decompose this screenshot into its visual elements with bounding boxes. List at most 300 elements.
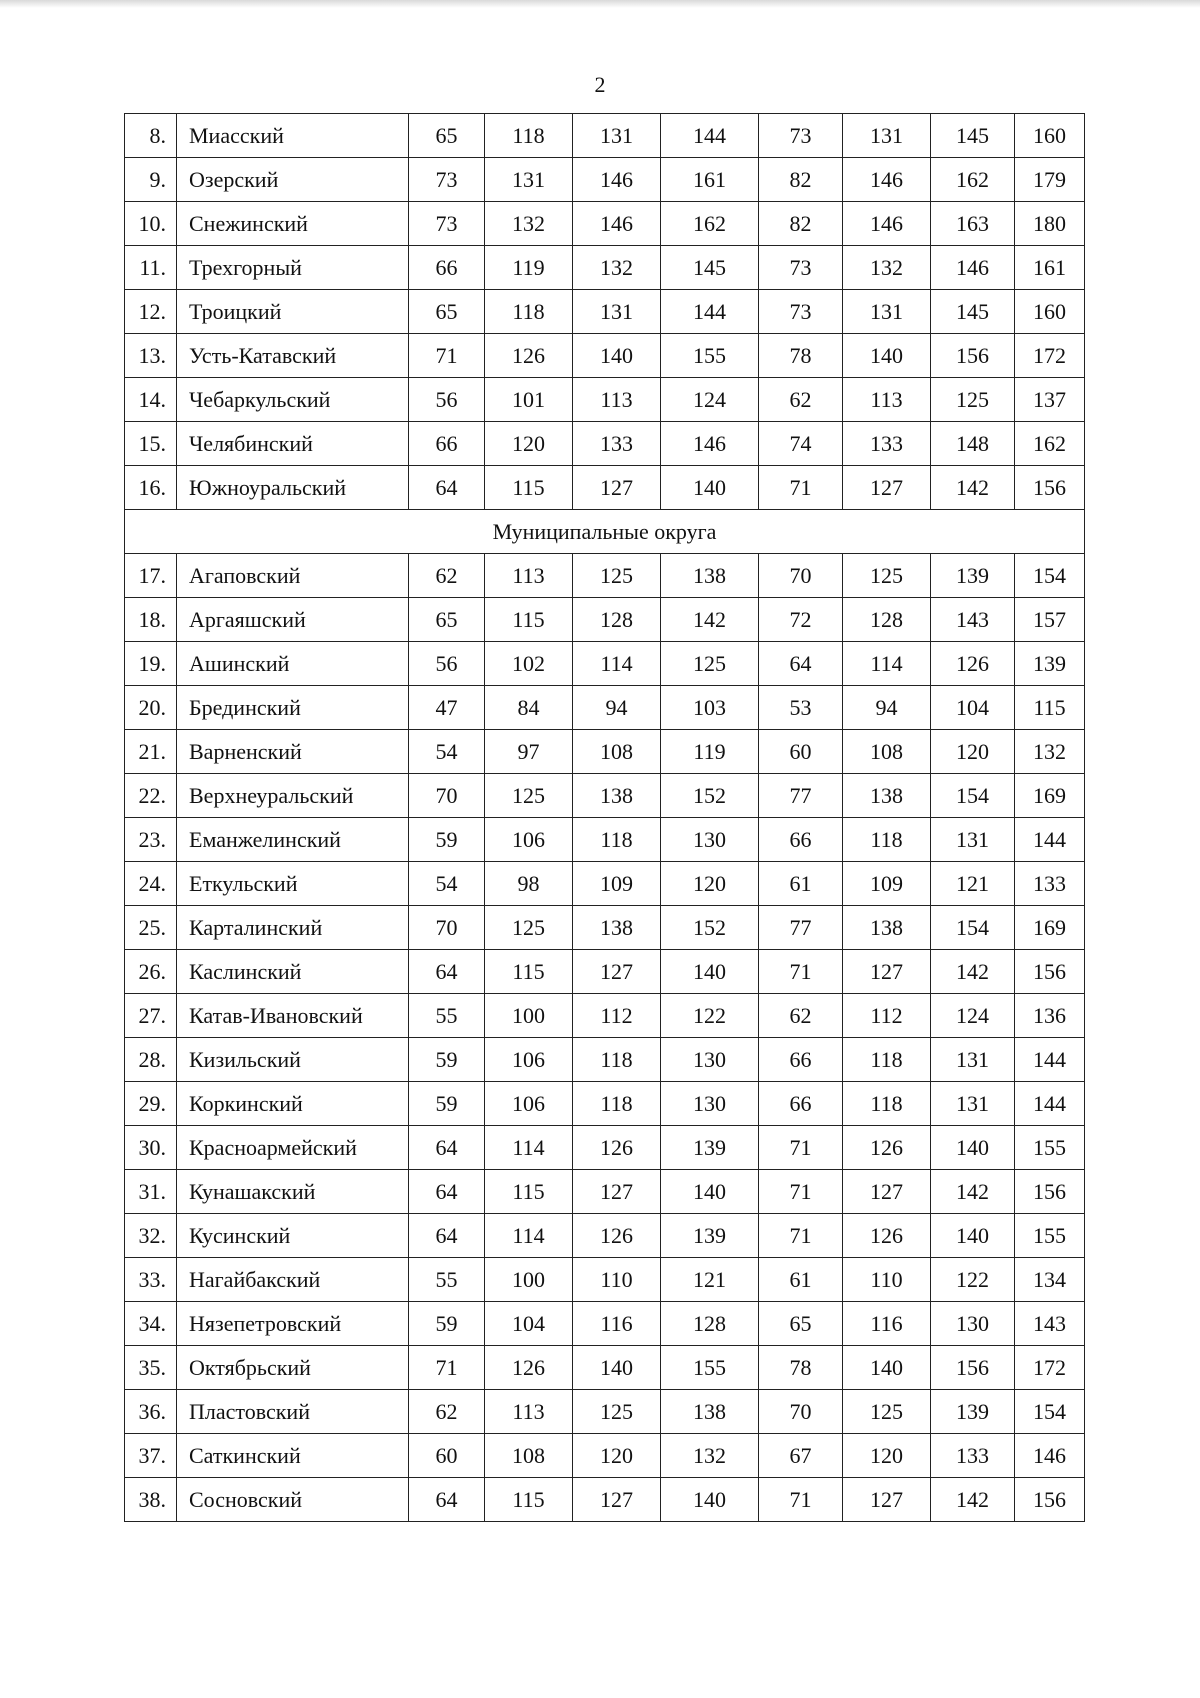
value-cell: 172 xyxy=(1015,1346,1085,1390)
value-cell: 126 xyxy=(573,1126,661,1170)
value-cell: 127 xyxy=(573,1478,661,1522)
row-number: 27. xyxy=(125,994,177,1038)
value-cell: 94 xyxy=(843,686,931,730)
value-cell: 100 xyxy=(485,994,573,1038)
value-cell: 142 xyxy=(661,598,759,642)
value-cell: 121 xyxy=(931,862,1015,906)
value-cell: 126 xyxy=(485,334,573,378)
value-cell: 108 xyxy=(485,1434,573,1478)
row-number: 36. xyxy=(125,1390,177,1434)
value-cell: 115 xyxy=(485,466,573,510)
table-row xyxy=(125,1478,1085,1522)
value-cell: 138 xyxy=(573,906,661,950)
district-name: Карталинский xyxy=(177,906,409,950)
table-row xyxy=(125,950,1085,994)
row-number: 8. xyxy=(125,114,177,158)
value-cell: 110 xyxy=(843,1258,931,1302)
table-row xyxy=(125,1170,1085,1214)
value-cell: 97 xyxy=(485,730,573,774)
value-cell: 125 xyxy=(485,906,573,950)
district-name: Коркинский xyxy=(177,1082,409,1126)
value-cell: 136 xyxy=(1015,994,1085,1038)
value-cell: 62 xyxy=(759,378,843,422)
value-cell: 66 xyxy=(759,1038,843,1082)
value-cell: 155 xyxy=(1015,1214,1085,1258)
value-cell: 162 xyxy=(661,202,759,246)
value-cell: 131 xyxy=(843,114,931,158)
value-cell: 133 xyxy=(843,422,931,466)
district-name: Миасский xyxy=(177,114,409,158)
value-cell: 71 xyxy=(409,334,485,378)
row-number: 11. xyxy=(125,246,177,290)
value-cell: 127 xyxy=(843,1170,931,1214)
district-name: Саткинский xyxy=(177,1434,409,1478)
value-cell: 54 xyxy=(409,730,485,774)
value-cell: 146 xyxy=(931,246,1015,290)
row-number: 21. xyxy=(125,730,177,774)
table-body-bottom xyxy=(125,554,1085,1522)
table-row xyxy=(125,1434,1085,1478)
value-cell: 120 xyxy=(485,422,573,466)
value-cell: 125 xyxy=(573,554,661,598)
value-cell: 115 xyxy=(485,1170,573,1214)
value-cell: 112 xyxy=(573,994,661,1038)
row-number: 25. xyxy=(125,906,177,950)
value-cell: 143 xyxy=(1015,1302,1085,1346)
value-cell: 120 xyxy=(931,730,1015,774)
district-name: Усть-Катавский xyxy=(177,334,409,378)
value-cell: 133 xyxy=(1015,862,1085,906)
value-cell: 71 xyxy=(409,1346,485,1390)
value-cell: 157 xyxy=(1015,598,1085,642)
value-cell: 54 xyxy=(409,862,485,906)
row-number: 29. xyxy=(125,1082,177,1126)
value-cell: 78 xyxy=(759,334,843,378)
value-cell: 130 xyxy=(661,1082,759,1126)
district-name: Еманжелинский xyxy=(177,818,409,862)
table-row xyxy=(125,422,1085,466)
value-cell: 132 xyxy=(485,202,573,246)
table-row xyxy=(125,1390,1085,1434)
value-cell: 155 xyxy=(661,1346,759,1390)
value-cell: 73 xyxy=(759,246,843,290)
row-number: 35. xyxy=(125,1346,177,1390)
row-number: 13. xyxy=(125,334,177,378)
value-cell: 118 xyxy=(843,1082,931,1126)
value-cell: 106 xyxy=(485,1038,573,1082)
value-cell: 140 xyxy=(661,1170,759,1214)
value-cell: 110 xyxy=(573,1258,661,1302)
district-name: Кизильский xyxy=(177,1038,409,1082)
value-cell: 55 xyxy=(409,994,485,1038)
value-cell: 113 xyxy=(485,1390,573,1434)
table-row xyxy=(125,818,1085,862)
value-cell: 145 xyxy=(661,246,759,290)
value-cell: 106 xyxy=(485,1082,573,1126)
table-row xyxy=(125,114,1085,158)
value-cell: 130 xyxy=(661,1038,759,1082)
row-number: 31. xyxy=(125,1170,177,1214)
section-title: Муниципальные округа xyxy=(125,510,1085,554)
value-cell: 77 xyxy=(759,906,843,950)
district-name: Красноармейский xyxy=(177,1126,409,1170)
value-cell: 146 xyxy=(843,158,931,202)
row-number: 32. xyxy=(125,1214,177,1258)
value-cell: 145 xyxy=(931,114,1015,158)
table-body-top xyxy=(125,114,1085,510)
value-cell: 127 xyxy=(843,950,931,994)
value-cell: 114 xyxy=(485,1214,573,1258)
table-row xyxy=(125,906,1085,950)
value-cell: 126 xyxy=(843,1214,931,1258)
value-cell: 140 xyxy=(843,334,931,378)
value-cell: 127 xyxy=(573,1170,661,1214)
value-cell: 124 xyxy=(661,378,759,422)
row-number: 28. xyxy=(125,1038,177,1082)
value-cell: 152 xyxy=(661,774,759,818)
value-cell: 140 xyxy=(573,1346,661,1390)
table-row xyxy=(125,202,1085,246)
rates-table xyxy=(124,113,1085,1522)
value-cell: 138 xyxy=(573,774,661,818)
value-cell: 156 xyxy=(1015,1170,1085,1214)
value-cell: 142 xyxy=(931,1170,1015,1214)
row-number: 38. xyxy=(125,1478,177,1522)
district-name: Аргаяшский xyxy=(177,598,409,642)
table-section xyxy=(125,510,1085,554)
value-cell: 126 xyxy=(843,1126,931,1170)
value-cell: 131 xyxy=(931,818,1015,862)
district-name: Троицкий xyxy=(177,290,409,334)
value-cell: 109 xyxy=(573,862,661,906)
district-name: Каслинский xyxy=(177,950,409,994)
value-cell: 118 xyxy=(573,1082,661,1126)
value-cell: 74 xyxy=(759,422,843,466)
value-cell: 103 xyxy=(661,686,759,730)
value-cell: 145 xyxy=(931,290,1015,334)
district-name: Верхнеуральский xyxy=(177,774,409,818)
value-cell: 55 xyxy=(409,1258,485,1302)
value-cell: 144 xyxy=(1015,818,1085,862)
value-cell: 128 xyxy=(661,1302,759,1346)
table-row xyxy=(125,1126,1085,1170)
value-cell: 60 xyxy=(409,1434,485,1478)
row-number: 17. xyxy=(125,554,177,598)
value-cell: 64 xyxy=(759,642,843,686)
table-row xyxy=(125,862,1085,906)
value-cell: 138 xyxy=(843,774,931,818)
table-row xyxy=(125,466,1085,510)
value-cell: 65 xyxy=(409,290,485,334)
value-cell: 115 xyxy=(485,950,573,994)
row-number: 10. xyxy=(125,202,177,246)
value-cell: 156 xyxy=(1015,1478,1085,1522)
value-cell: 120 xyxy=(573,1434,661,1478)
district-name: Еткульский xyxy=(177,862,409,906)
value-cell: 131 xyxy=(573,114,661,158)
value-cell: 131 xyxy=(485,158,573,202)
district-name: Нагайбакский xyxy=(177,1258,409,1302)
table-row xyxy=(125,1346,1085,1390)
value-cell: 140 xyxy=(931,1214,1015,1258)
value-cell: 62 xyxy=(759,994,843,1038)
value-cell: 128 xyxy=(573,598,661,642)
value-cell: 140 xyxy=(661,950,759,994)
value-cell: 140 xyxy=(661,466,759,510)
value-cell: 125 xyxy=(931,378,1015,422)
value-cell: 47 xyxy=(409,686,485,730)
value-cell: 64 xyxy=(409,1170,485,1214)
table-row xyxy=(125,730,1085,774)
value-cell: 65 xyxy=(409,114,485,158)
row-number: 14. xyxy=(125,378,177,422)
value-cell: 131 xyxy=(843,290,931,334)
value-cell: 162 xyxy=(931,158,1015,202)
value-cell: 115 xyxy=(485,1478,573,1522)
value-cell: 84 xyxy=(485,686,573,730)
value-cell: 71 xyxy=(759,1170,843,1214)
value-cell: 115 xyxy=(485,598,573,642)
value-cell: 64 xyxy=(409,1478,485,1522)
row-number: 23. xyxy=(125,818,177,862)
value-cell: 71 xyxy=(759,1214,843,1258)
value-cell: 61 xyxy=(759,1258,843,1302)
value-cell: 56 xyxy=(409,378,485,422)
value-cell: 163 xyxy=(931,202,1015,246)
value-cell: 148 xyxy=(931,422,1015,466)
value-cell: 104 xyxy=(485,1302,573,1346)
row-number: 15. xyxy=(125,422,177,466)
scan-edge xyxy=(0,0,1200,8)
value-cell: 152 xyxy=(661,906,759,950)
value-cell: 161 xyxy=(661,158,759,202)
value-cell: 180 xyxy=(1015,202,1085,246)
district-name: Ашинский xyxy=(177,642,409,686)
value-cell: 59 xyxy=(409,1302,485,1346)
district-name: Южноуральский xyxy=(177,466,409,510)
value-cell: 66 xyxy=(409,246,485,290)
table-row xyxy=(125,290,1085,334)
value-cell: 131 xyxy=(573,290,661,334)
value-cell: 56 xyxy=(409,642,485,686)
value-cell: 59 xyxy=(409,818,485,862)
value-cell: 70 xyxy=(759,1390,843,1434)
value-cell: 77 xyxy=(759,774,843,818)
value-cell: 144 xyxy=(661,290,759,334)
row-number: 34. xyxy=(125,1302,177,1346)
table-row xyxy=(125,334,1085,378)
value-cell: 118 xyxy=(485,290,573,334)
value-cell: 104 xyxy=(931,686,1015,730)
value-cell: 127 xyxy=(843,1478,931,1522)
value-cell: 73 xyxy=(759,290,843,334)
value-cell: 119 xyxy=(661,730,759,774)
value-cell: 78 xyxy=(759,1346,843,1390)
value-cell: 156 xyxy=(931,1346,1015,1390)
table-row xyxy=(125,246,1085,290)
value-cell: 138 xyxy=(661,1390,759,1434)
value-cell: 71 xyxy=(759,466,843,510)
value-cell: 120 xyxy=(661,862,759,906)
value-cell: 169 xyxy=(1015,774,1085,818)
value-cell: 156 xyxy=(931,334,1015,378)
value-cell: 65 xyxy=(409,598,485,642)
value-cell: 142 xyxy=(931,466,1015,510)
district-name: Нязепетровский xyxy=(177,1302,409,1346)
value-cell: 108 xyxy=(843,730,931,774)
value-cell: 146 xyxy=(573,158,661,202)
value-cell: 70 xyxy=(409,774,485,818)
value-cell: 127 xyxy=(573,950,661,994)
value-cell: 65 xyxy=(759,1302,843,1346)
value-cell: 71 xyxy=(759,950,843,994)
value-cell: 118 xyxy=(573,1038,661,1082)
value-cell: 114 xyxy=(843,642,931,686)
row-number: 16. xyxy=(125,466,177,510)
value-cell: 62 xyxy=(409,1390,485,1434)
value-cell: 126 xyxy=(573,1214,661,1258)
value-cell: 162 xyxy=(1015,422,1085,466)
value-cell: 119 xyxy=(485,246,573,290)
value-cell: 172 xyxy=(1015,334,1085,378)
value-cell: 144 xyxy=(1015,1038,1085,1082)
value-cell: 160 xyxy=(1015,290,1085,334)
district-name: Кусинский xyxy=(177,1214,409,1258)
table-row xyxy=(125,642,1085,686)
value-cell: 53 xyxy=(759,686,843,730)
value-cell: 114 xyxy=(573,642,661,686)
value-cell: 130 xyxy=(931,1302,1015,1346)
row-number: 9. xyxy=(125,158,177,202)
value-cell: 154 xyxy=(931,774,1015,818)
value-cell: 154 xyxy=(1015,554,1085,598)
value-cell: 67 xyxy=(759,1434,843,1478)
district-name: Трехгорный xyxy=(177,246,409,290)
value-cell: 59 xyxy=(409,1082,485,1126)
value-cell: 64 xyxy=(409,1214,485,1258)
value-cell: 155 xyxy=(661,334,759,378)
table-row xyxy=(125,1258,1085,1302)
value-cell: 132 xyxy=(1015,730,1085,774)
value-cell: 140 xyxy=(573,334,661,378)
value-cell: 155 xyxy=(1015,1126,1085,1170)
value-cell: 133 xyxy=(931,1434,1015,1478)
value-cell: 143 xyxy=(931,598,1015,642)
value-cell: 132 xyxy=(843,246,931,290)
value-cell: 116 xyxy=(843,1302,931,1346)
value-cell: 156 xyxy=(1015,466,1085,510)
value-cell: 140 xyxy=(931,1126,1015,1170)
value-cell: 146 xyxy=(1015,1434,1085,1478)
value-cell: 125 xyxy=(661,642,759,686)
value-cell: 114 xyxy=(485,1126,573,1170)
value-cell: 124 xyxy=(931,994,1015,1038)
district-name: Пластовский xyxy=(177,1390,409,1434)
value-cell: 101 xyxy=(485,378,573,422)
value-cell: 118 xyxy=(843,1038,931,1082)
value-cell: 125 xyxy=(573,1390,661,1434)
value-cell: 116 xyxy=(573,1302,661,1346)
value-cell: 139 xyxy=(1015,642,1085,686)
row-number: 26. xyxy=(125,950,177,994)
value-cell: 127 xyxy=(573,466,661,510)
district-name: Брединский xyxy=(177,686,409,730)
table-row xyxy=(125,554,1085,598)
value-cell: 156 xyxy=(1015,950,1085,994)
value-cell: 140 xyxy=(661,1478,759,1522)
district-name: Чебаркульский xyxy=(177,378,409,422)
district-name: Снежинский xyxy=(177,202,409,246)
value-cell: 118 xyxy=(485,114,573,158)
value-cell: 142 xyxy=(931,1478,1015,1522)
value-cell: 113 xyxy=(843,378,931,422)
value-cell: 146 xyxy=(661,422,759,466)
table-row xyxy=(125,1082,1085,1126)
table-row xyxy=(125,1038,1085,1082)
value-cell: 132 xyxy=(661,1434,759,1478)
district-name: Агаповский xyxy=(177,554,409,598)
value-cell: 66 xyxy=(759,818,843,862)
row-number: 12. xyxy=(125,290,177,334)
district-name: Катав-Ивановский xyxy=(177,994,409,1038)
section-row xyxy=(125,510,1085,554)
value-cell: 113 xyxy=(573,378,661,422)
value-cell: 146 xyxy=(843,202,931,246)
value-cell: 126 xyxy=(931,642,1015,686)
district-name: Озерский xyxy=(177,158,409,202)
value-cell: 146 xyxy=(573,202,661,246)
row-number: 37. xyxy=(125,1434,177,1478)
value-cell: 137 xyxy=(1015,378,1085,422)
page-number: 2 xyxy=(594,72,606,97)
value-cell: 112 xyxy=(843,994,931,1038)
table-row xyxy=(125,158,1085,202)
value-cell: 72 xyxy=(759,598,843,642)
value-cell: 73 xyxy=(409,202,485,246)
value-cell: 73 xyxy=(759,114,843,158)
value-cell: 140 xyxy=(843,1346,931,1390)
value-cell: 122 xyxy=(661,994,759,1038)
row-number: 19. xyxy=(125,642,177,686)
table-row xyxy=(125,1302,1085,1346)
value-cell: 71 xyxy=(759,1126,843,1170)
value-cell: 64 xyxy=(409,466,485,510)
row-number: 20. xyxy=(125,686,177,730)
value-cell: 160 xyxy=(1015,114,1085,158)
value-cell: 125 xyxy=(843,1390,931,1434)
value-cell: 142 xyxy=(931,950,1015,994)
row-number: 22. xyxy=(125,774,177,818)
value-cell: 132 xyxy=(573,246,661,290)
value-cell: 108 xyxy=(573,730,661,774)
value-cell: 154 xyxy=(1015,1390,1085,1434)
value-cell: 131 xyxy=(931,1082,1015,1126)
value-cell: 64 xyxy=(409,1126,485,1170)
value-cell: 138 xyxy=(661,554,759,598)
value-cell: 139 xyxy=(661,1214,759,1258)
value-cell: 118 xyxy=(843,818,931,862)
value-cell: 94 xyxy=(573,686,661,730)
value-cell: 138 xyxy=(843,906,931,950)
value-cell: 113 xyxy=(485,554,573,598)
district-name: Кунашакский xyxy=(177,1170,409,1214)
value-cell: 161 xyxy=(1015,246,1085,290)
district-name: Варненский xyxy=(177,730,409,774)
row-number: 18. xyxy=(125,598,177,642)
table-row xyxy=(125,598,1085,642)
district-name: Челябинский xyxy=(177,422,409,466)
district-name: Сосновский xyxy=(177,1478,409,1522)
